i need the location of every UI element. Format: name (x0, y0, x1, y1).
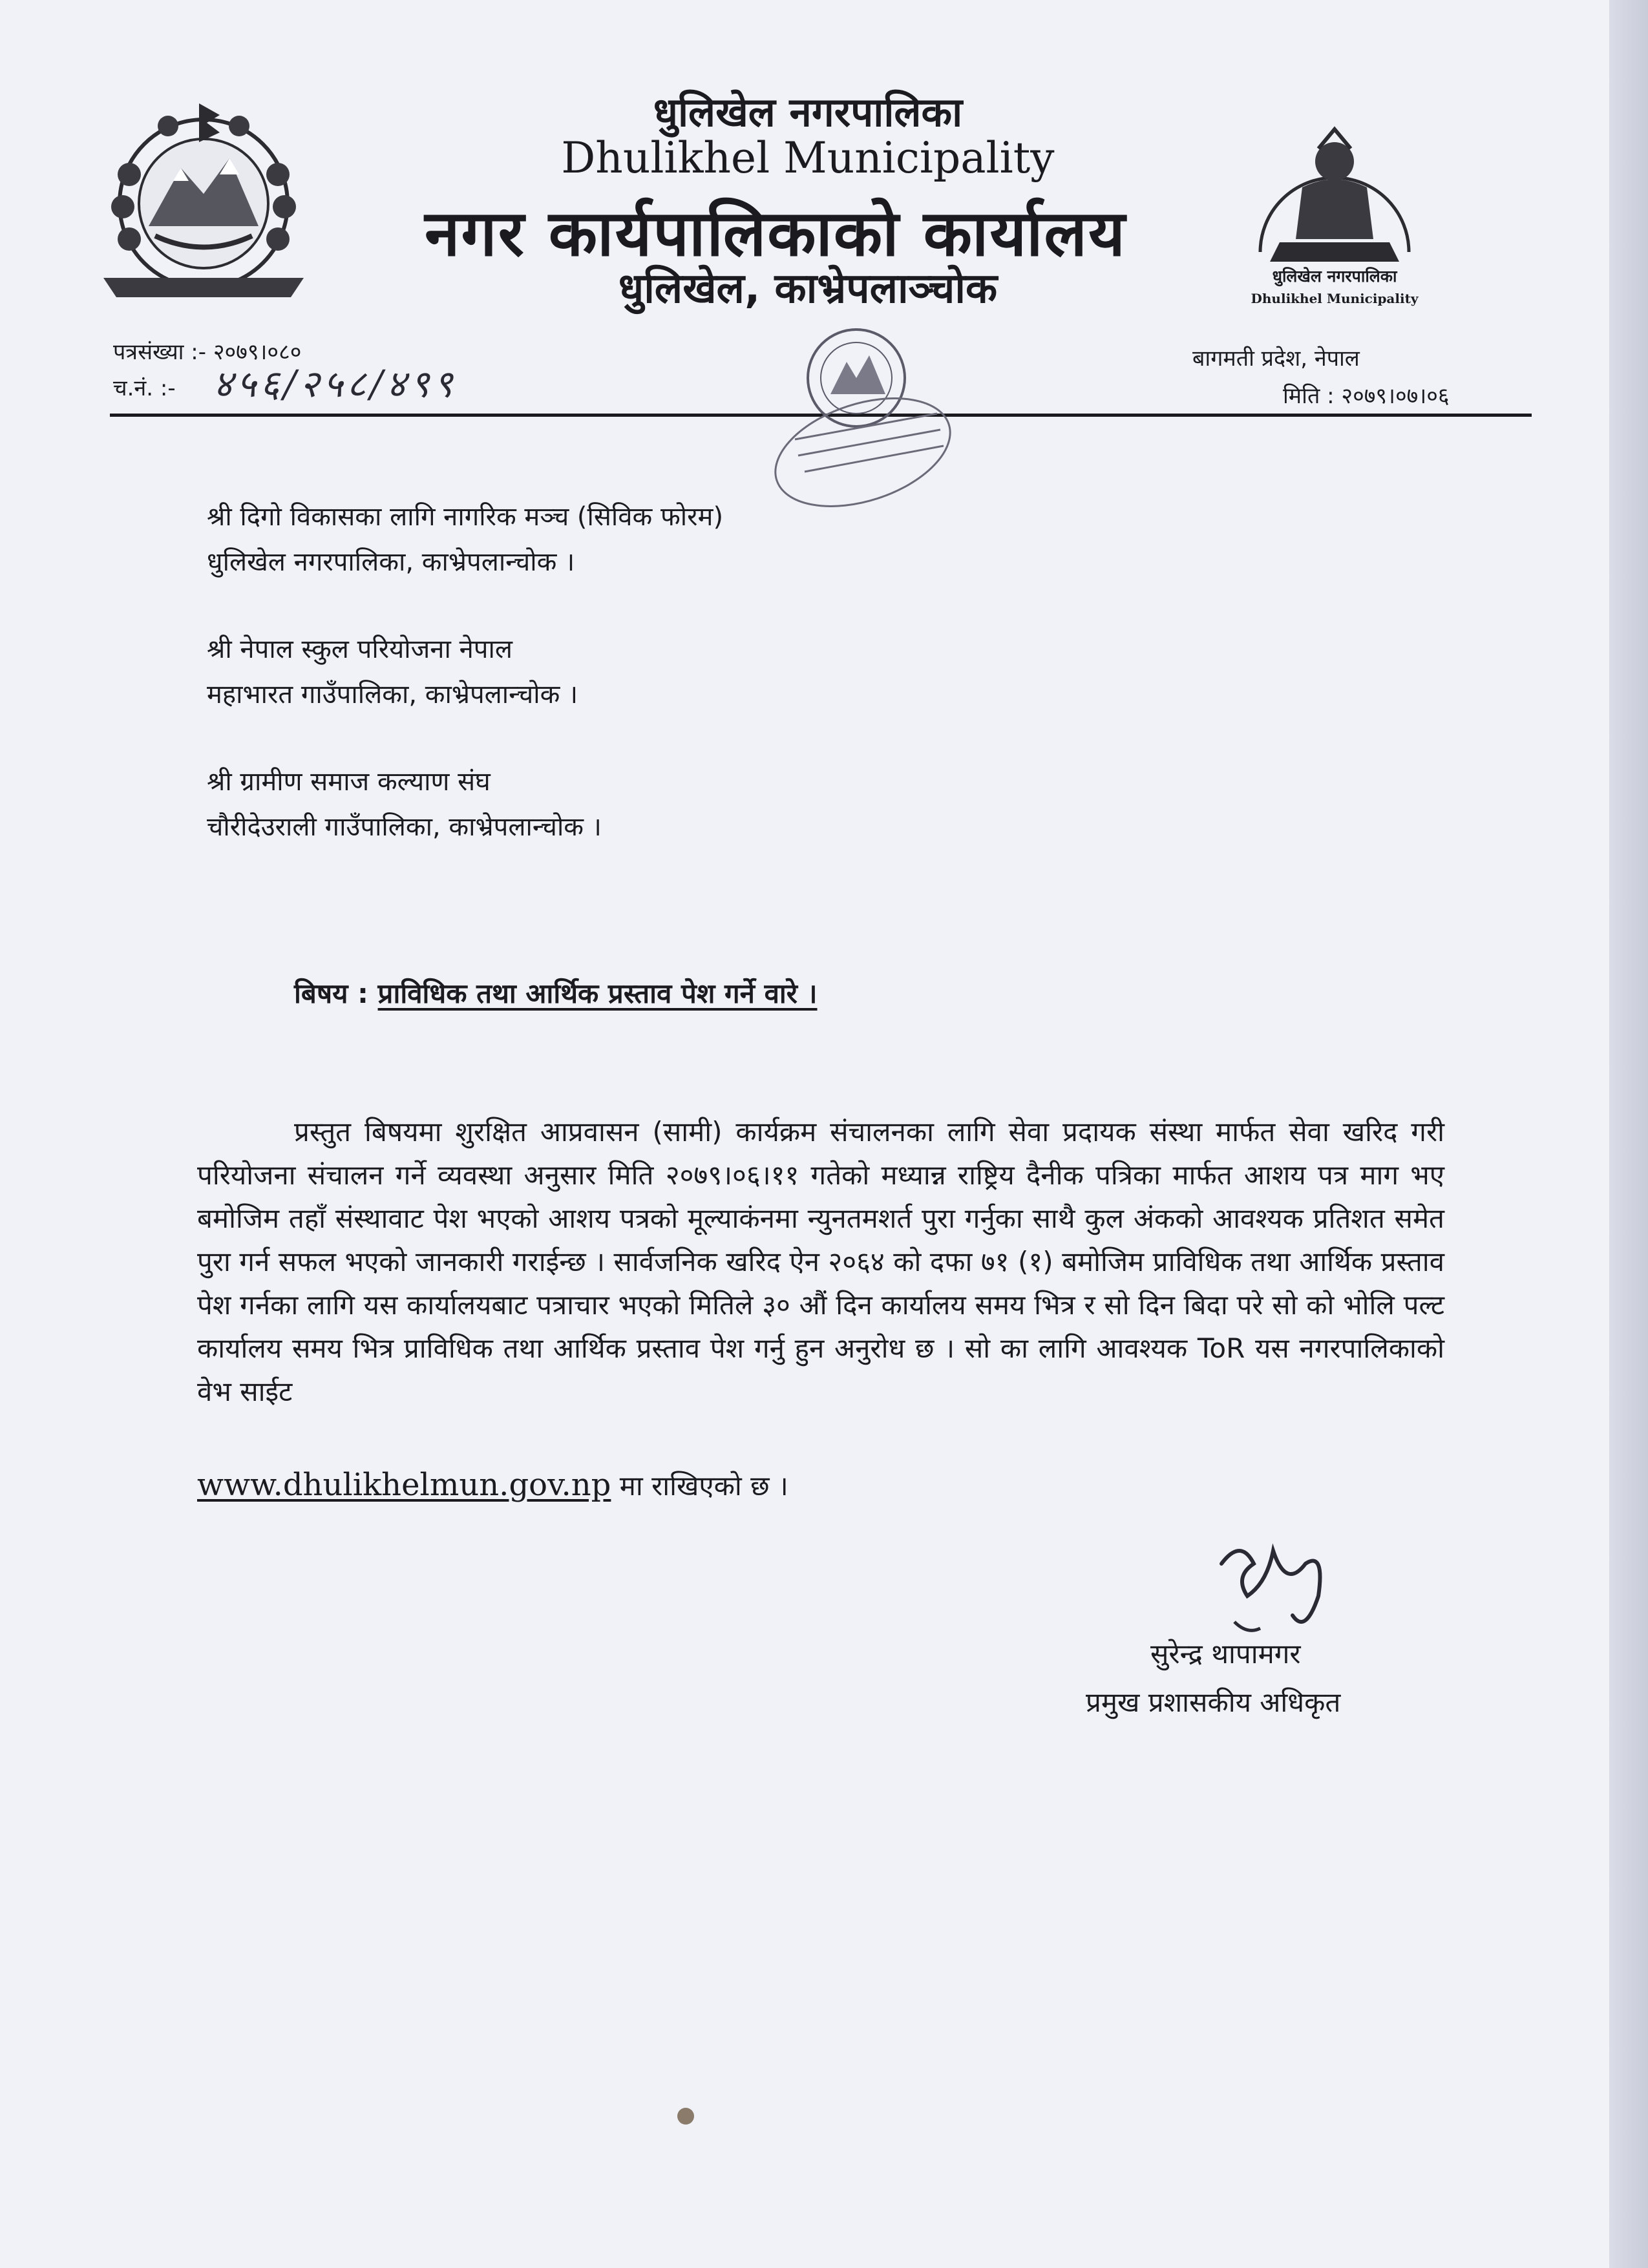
office-title: नगर कार्यपालिकाको कार्यालय (425, 197, 1126, 271)
signatory-name: सुरेन्द्र थापामगर (1150, 1638, 1301, 1670)
subject-text: प्राविधिक तथा आर्थिक प्रस्ताव पेश गर्ने वारे । (377, 978, 818, 1009)
subject-label: बिषय : (294, 978, 368, 1009)
office-location: धुलिखेल, काभ्रेपलाञ्चोक (618, 265, 998, 313)
body-paragraph: प्रस्तुत बिषयमा शुरक्षित आप्रवासन (सामी) कार्यक्रम संचालनका लागि सेवा प्रदायक संस्था मार्फत सेवा खरिद गरी परियोजना संचालन गर्ने व्यवस्था अनुसार मिति २०७९।०६।११ गतेको मध्यान्न राष्ट्रिय दैनीक पत्रिका मार्फत आशय पत्र माग भए बमोजिम तहाँ संस्थावाट पेश भएको आशय पत्रको मूल्याकंनमा न्युनतमशर्त पुरा गर्नुका साथै कुल अंकको आवश्यक प्रतिशत समेत पुरा गर्न सफल भएको जानकारी गराईन्छ । सार्वजनिक खरिद ऐन २०६४ को दफा ७१ (१) बमोजिम प्राविधिक तथा आर्थिक प्रस्ताव पेश गर्नका लागि यस कार्यालयबाट पत्राचार भएको मितिले ३० औं दिन कार्यालय समय भित्र र सो दिन बिदा परे सो को भोलि पल्ट कार्यालय समय भित्र प्राविधिक तथा आर्थिक प्रस्ताव पेश गर्नु हुन अनुरोध छ । सो का लागि आवश्यक ToR यस नगरपालिकाको वेभ साईट (197, 1116, 1444, 1407)
recipient-1-address: धुलिखेल नगरपालिका, काभ्रेपलान्चोक । (207, 547, 575, 577)
dispatch-number-handwritten: ४५६/२५८/४९९ (213, 362, 457, 406)
website-link[interactable]: www.dhulikhelmun.gov.np (197, 1467, 611, 1503)
recipient-2-address: महाभारत गाउँपालिका, काभ्रेपलान्चोक । (207, 680, 578, 709)
website-line (197, 1467, 788, 1504)
recipient-2 (207, 627, 578, 717)
letter-number: पत्रसंख्या :- २०७९।०८० (113, 339, 302, 365)
recipient-3 (207, 759, 602, 850)
recipient-3-name: श्री ग्रामीण समाज कल्याण संघ (207, 767, 491, 797)
signatory-title: प्रमुख प्रशासकीय अधिकृत (1086, 1686, 1341, 1718)
municipality-name-np: धुलिखेल नगरपालिका (653, 89, 963, 136)
paper-mark (677, 2108, 694, 2125)
subject-line (294, 974, 818, 1011)
website-line-suffix: मा राखिएको छ । (611, 1470, 788, 1502)
municipality-name-en: Dhulikhel Municipality (561, 133, 1055, 183)
nepal-emblem-icon (90, 97, 317, 304)
recipient-1 (207, 494, 723, 585)
right-logo-caption-np: धुलिखेल नगरपालिका (1272, 267, 1397, 286)
recipient-1-name: श्री दिगो विकासका लागि नागरिक मञ्च (सिविक फोरम) (207, 502, 724, 532)
page-edge-shadow (1609, 0, 1648, 2268)
province-line: बागमती प्रदेश, नेपाल (1192, 346, 1360, 372)
recipient-3-address: चौरीदेउराली गाउँपालिका, काभ्रेपलान्चोक । (207, 812, 602, 842)
recipient-2-name: श्री नेपाल स्कुल परियोजना नेपाल (207, 635, 512, 664)
office-stamp-icon (750, 317, 963, 510)
dispatch-number-label: च.नं. :- (113, 375, 176, 401)
letter-date: मिति : २०७९।०७।०६ (1283, 383, 1450, 409)
right-logo-caption-en: Dhulikhel Municipality (1251, 291, 1419, 306)
